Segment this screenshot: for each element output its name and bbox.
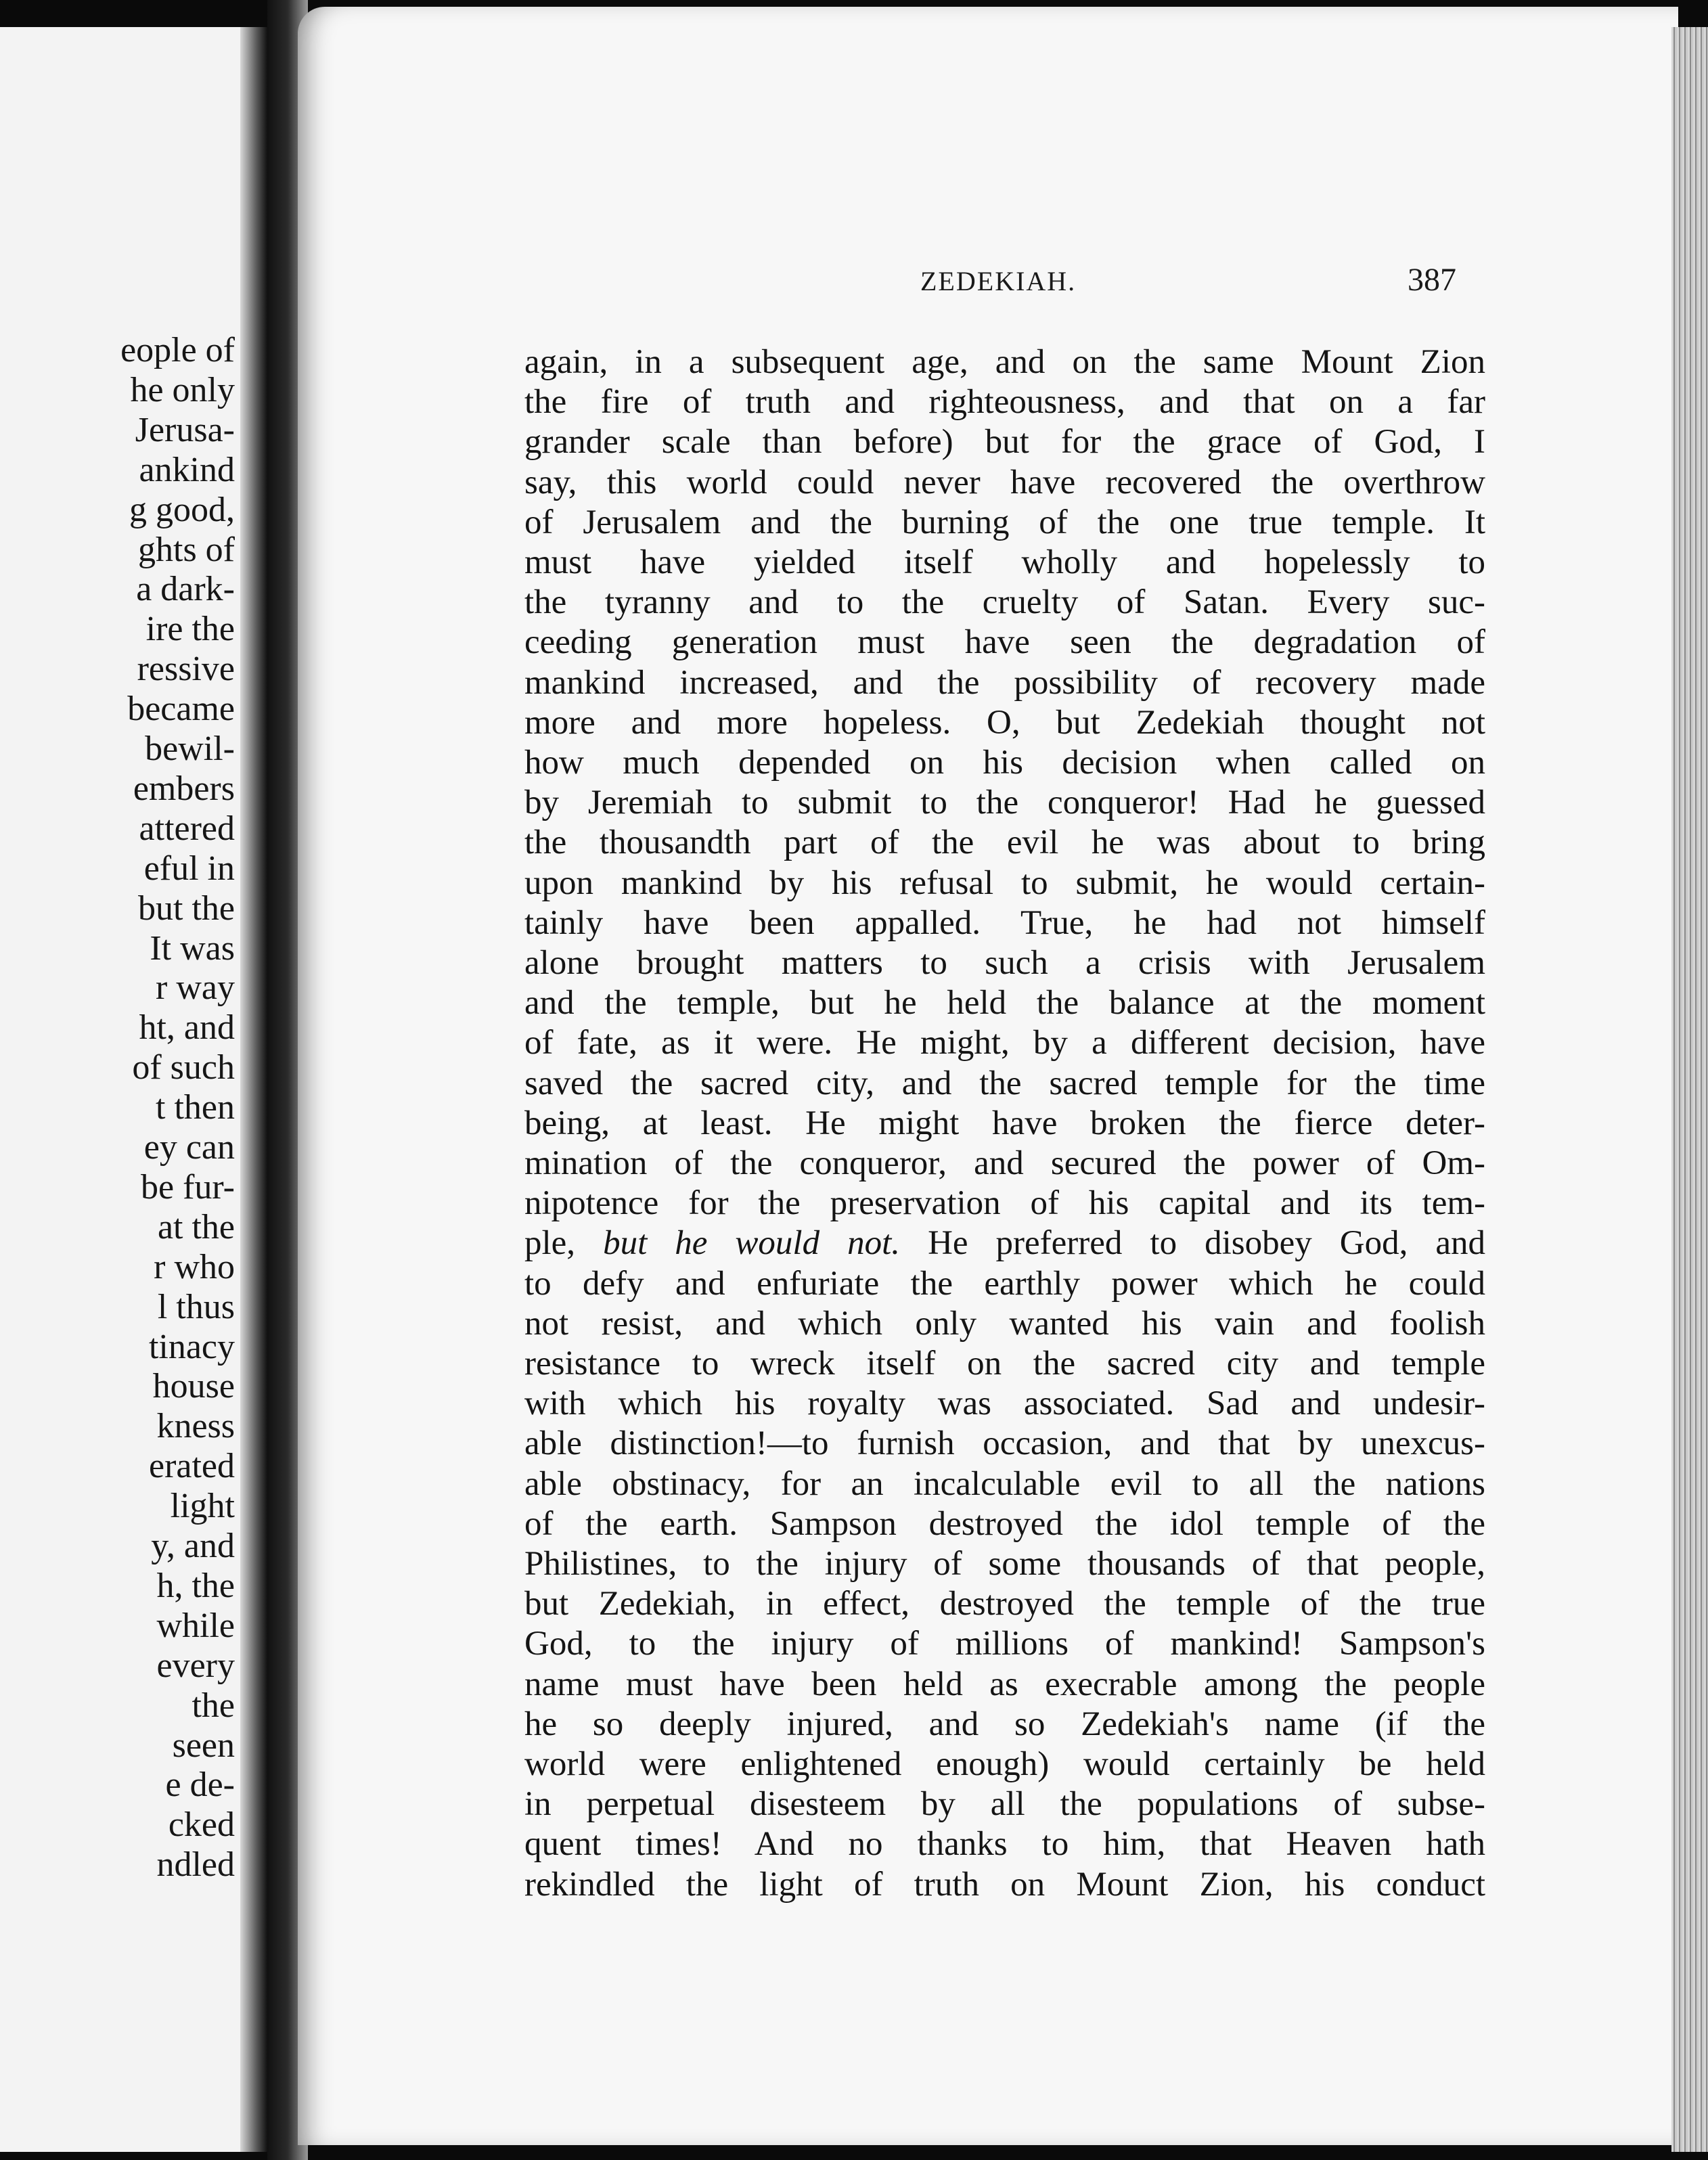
- body-line: world were enlightened enough) would certainly be held: [524, 1745, 1485, 1783]
- body-line: grander scale than before) but for the grace of God, I: [524, 423, 1485, 462]
- body-line: mankind increased, and the possibility of recovery made: [524, 663, 1485, 702]
- body-line: to defy and enfuriate the earthly power which he could: [524, 1264, 1485, 1303]
- body-line: with which his royalty was associated. Sad and undesir-: [524, 1385, 1485, 1423]
- left-gutter-shadow: [240, 27, 267, 2152]
- left-page-line: ey can: [143, 1128, 235, 1167]
- left-page-line: ressive: [137, 650, 235, 689]
- body-line: of Jerusalem and the burning of the one true temple. It: [524, 503, 1485, 541]
- body-line: Philistines, to the injury of some thousands of that people,: [524, 1545, 1485, 1583]
- left-page-line: became: [127, 690, 235, 729]
- left-page-line: a dark-: [136, 570, 235, 609]
- left-page-line: eople of: [120, 331, 235, 369]
- left-page-line: ghts of: [138, 530, 235, 569]
- left-page-line: attered: [139, 809, 235, 848]
- left-page-line: light: [170, 1487, 235, 1526]
- left-page-line: the: [192, 1686, 235, 1725]
- left-page-line: he only: [130, 370, 235, 409]
- body-line: more and more hopeless. O, but Zedekiah thought not: [524, 703, 1485, 742]
- page-edges: [1671, 27, 1708, 2152]
- body-line: saved the sacred city, and the sacred temple for the time: [524, 1064, 1485, 1102]
- left-page-line: ire the: [145, 610, 235, 649]
- left-page-line: l thus: [157, 1287, 235, 1326]
- left-page-line: at the: [157, 1207, 235, 1246]
- body-line: say, this world could never have recovered the overthrow: [524, 463, 1485, 501]
- left-page-line: r who: [154, 1247, 235, 1286]
- body-line: resistance to wreck itself on the sacred city and temple: [524, 1345, 1485, 1382]
- body-line: upon mankind by his refusal to submit, he would certain-: [524, 863, 1485, 902]
- running-title: ZEDEKIAH.: [920, 266, 1077, 296]
- body-line: must have yielded itself wholly and hopelessly to: [524, 543, 1485, 581]
- body-line: name must have been held as execrable among the people: [524, 1665, 1485, 1703]
- body-line: how much depended on his decision when called on: [524, 744, 1485, 782]
- left-page-line: every: [156, 1646, 235, 1685]
- body-line: God, to the injury of millions of mankind! Sampson's: [524, 1625, 1485, 1663]
- left-page-line: g good,: [129, 490, 235, 529]
- left-page-line: embers: [133, 769, 235, 808]
- emphasis-text: but he would not.: [603, 1224, 901, 1263]
- body-line: able distinction!—to furnish occasion, and that by unexcus-: [524, 1424, 1485, 1463]
- body-line: of fate, as it were. He might, by a different decision, have: [524, 1024, 1485, 1062]
- left-page-line: of such: [132, 1048, 235, 1087]
- left-page-line: y, and: [151, 1527, 235, 1565]
- body-line: and the temple, but he held the balance at the moment: [524, 984, 1485, 1022]
- body-line: able obstinacy, for an incalculable evil to all the nations: [524, 1464, 1485, 1503]
- body-line: the thousandth part of the evil he was about to bring: [524, 824, 1485, 862]
- left-page-line: house: [152, 1367, 235, 1406]
- body-line: ceeding generation must have seen the degradation of: [524, 623, 1485, 662]
- body-line: of the earth. Sampson destroyed the idol temple of the: [524, 1504, 1485, 1543]
- body-line: by Jeremiah to submit to the conqueror! Had he guessed: [524, 784, 1485, 822]
- body-line: not resist, and which only wanted his vain and foolish: [524, 1304, 1485, 1343]
- body-line: rekindled the light of truth on Mount Zion, his conduct: [524, 1865, 1485, 1904]
- left-page-line: tinacy: [148, 1327, 235, 1366]
- body-line: quent times! And no thanks to him, that Heaven hath: [524, 1825, 1485, 1864]
- left-page-line: cked: [168, 1805, 235, 1845]
- body-line: he so deeply injured, and so Zedekiah's name (if the: [524, 1705, 1485, 1743]
- body-line: alone brought matters to such a crisis with Jerusalem: [524, 944, 1485, 982]
- body-line: mination of the conqueror, and secured the power of Om-: [524, 1144, 1485, 1182]
- body-line: the fire of truth and righteousness, and that on a far: [524, 383, 1485, 422]
- left-page-line: e de-: [165, 1765, 235, 1805]
- body-line: in perpetual disesteem by all the populations of subse-: [524, 1785, 1485, 1824]
- body-line-text: ple,: [524, 1224, 604, 1263]
- left-page-line: eful in: [143, 849, 235, 888]
- body-line: tainly have been appalled. True, he had not himself: [524, 903, 1485, 942]
- left-page-line: but the: [138, 888, 235, 928]
- body-line: being, at least. He might have broken the fierce deter-: [524, 1104, 1485, 1142]
- left-page-line: seen: [172, 1726, 235, 1765]
- page-number: 387: [1408, 262, 1456, 298]
- left-page-line: ndled: [156, 1845, 235, 1885]
- left-page-line: erated: [148, 1447, 235, 1486]
- left-page-line: r way: [156, 968, 235, 1008]
- left-page-line: t then: [156, 1088, 235, 1127]
- body-line: but Zedekiah, in effect, destroyed the temple of the true: [524, 1585, 1485, 1623]
- body-line: again, in a subsequent age, and on the same Mount Zion: [524, 343, 1485, 381]
- body-line: nipotence for the preservation of his capital and its tem-: [524, 1184, 1485, 1223]
- left-page-line: while: [156, 1606, 235, 1645]
- left-page-line: It was: [150, 928, 235, 968]
- left-facing-page: [0, 27, 267, 2152]
- left-page-line: ankind: [139, 450, 235, 489]
- left-page-line: ht, and: [139, 1008, 235, 1048]
- left-page-line: kness: [156, 1407, 235, 1446]
- left-page-line: be fur-: [141, 1167, 235, 1207]
- left-page-line: bewil-: [145, 729, 235, 768]
- left-page-line: h, the: [156, 1566, 235, 1605]
- body-line-text: He preferred to disobey God, and: [900, 1224, 1485, 1263]
- body-line: the tyranny and to the cruelty of Satan. Every suc-: [524, 583, 1485, 622]
- body-line: [524, 1223, 1485, 1263]
- left-page-line: Jerusa-: [135, 410, 235, 449]
